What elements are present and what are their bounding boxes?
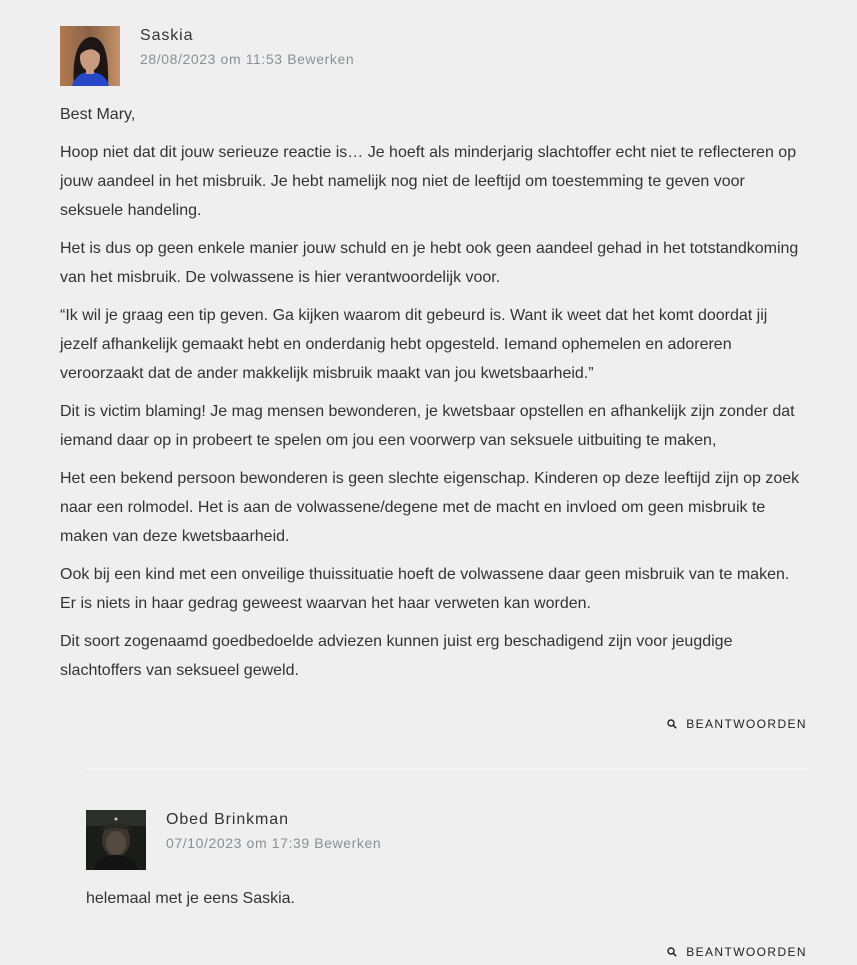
- comment-paragraph: Ook bij een kind met een onveilige thuissituatie hoeft de volwassene daar geen misbruik van te maken. Er is niets in haar gedrag geweest waarvan het haar verweten kan worden.: [60, 566, 790, 612]
- comment-header: [86, 810, 807, 870]
- comment-paragraph: Dit is victim blaming! Je mag mensen bewonderen, je kwetsbaar opstellen en afhankelijk zijn zonder dat iemand daar op in probeert te spelen om jou een voorwerp van seksuele uitbuiting te maken,: [60, 403, 795, 449]
- comment-date[interactable]: 07/10/2023 om 17:39: [166, 835, 310, 851]
- edit-link[interactable]: Bewerken: [287, 51, 355, 67]
- divider: [86, 768, 807, 770]
- comment-paragraph: Het een bekend persoon bewonderen is geen slechte eigenschap. Kinderen op deze leeftijd zijn op zoek naar een rolmodel. Het is aan de volwassene/degene met de macht en invloed om geen misbruik te maken van deze kwetsbaarheid.: [60, 470, 800, 545]
- comment-paragraph: helemaal met je eens Saskia.: [86, 890, 295, 907]
- comment-body: [60, 100, 807, 685]
- reply-label: BEANTWOORDEN: [686, 717, 807, 731]
- comment-meta: [140, 26, 354, 67]
- comment-paragraph: Het is dus op geen enkele manier jouw schuld en je hebt ook geen aandeel gehad in het totstandkoming van het misbruik. De volwassene is hier verantwoordelijk voor.: [60, 240, 799, 286]
- reply-label: BEANTWOORDEN: [686, 945, 807, 959]
- user-photo-icon: [60, 26, 120, 86]
- comment-header: [60, 26, 807, 86]
- edit-link[interactable]: Bewerken: [314, 835, 382, 851]
- comment-saskia: [60, 26, 807, 732]
- comment-author[interactable]: Saskia: [140, 27, 194, 44]
- avatar[interactable]: [60, 26, 120, 86]
- comment-paragraph: Best Mary,: [60, 106, 136, 123]
- comment-paragraph: Dit soort zogenaamd goedbedoelde adviezen kunnen juist erg beschadigend zijn voor jeugdige slachtoffers van seksueel geweld.: [60, 633, 733, 679]
- comment-date[interactable]: 28/08/2023 om 11:53: [140, 51, 283, 67]
- comment-date-line: [166, 835, 381, 851]
- search-icon: [667, 947, 677, 957]
- reply-button[interactable]: [86, 944, 807, 960]
- comment-author[interactable]: Obed Brinkman: [166, 811, 289, 828]
- comment-date-line: [140, 51, 354, 67]
- comment-obed-brinkman: [86, 810, 807, 960]
- comment-body: [86, 884, 807, 913]
- avatar[interactable]: [86, 810, 146, 870]
- comment-paragraph: “Ik wil je graag een tip geven. Ga kijken waarom dit gebeurd is. Want ik weet dat het komt doordat jij jezelf afhankelijk gemaakt hebt en onderdanig hebt opgesteld. Iemand ophemelen en adoreren veroorzaakt dat de ander makkelijk misbruik maakt van jou kwetsbaarheid.”: [60, 307, 768, 382]
- reply-button[interactable]: [60, 716, 807, 732]
- comment-meta: [166, 810, 381, 851]
- comment-paragraph: Hoop niet dat dit jouw serieuze reactie is… Je hoeft als minderjarig slachtoffer echt niet te reflecteren op jouw aandeel in het misbruik. Je hebt namelijk nog niet de leeftijd om toestemming te geven voor seksuele handeling.: [60, 144, 797, 219]
- search-icon: [667, 719, 677, 729]
- user-photo-icon: [86, 810, 146, 870]
